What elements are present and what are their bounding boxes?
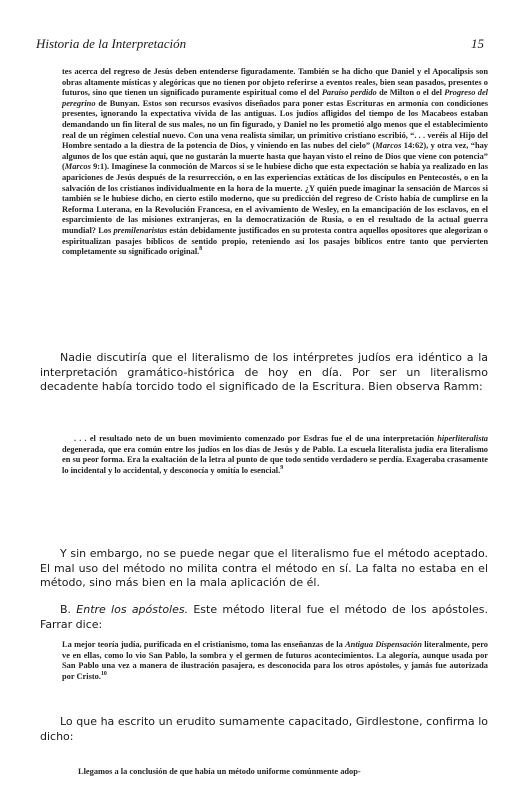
quote-italic-title: Paraíso perdido	[321, 88, 377, 98]
quote-italic-term: Antigua Dispensación	[345, 640, 422, 649]
quote-italic-title: Progreso del peregrino	[62, 88, 488, 108]
block-quote-start: Llegamos a la conclusión de que había un método uniforme comúnmente adop-	[78, 767, 361, 776]
quote-citation-book: Marcos	[375, 141, 402, 151]
quote-text: . . . el resultado neto de un buen movimiento comenzado por Esdras fue el de una interpretación	[74, 434, 438, 443]
quote-italic-term: hiperliteralista	[437, 434, 488, 443]
footnote-ref: 9	[280, 464, 284, 471]
quote-text: 9:1). Imagínese la conmoción de Marcos si se le hubiese dicho que esta expectación se había ya realizado en las apariciones de Jesús después de la resurrección, o en las experiencias extáticas de los discípulos en Pentecostés, o en la salvación de los cristianos individualmente en la hora de la muerte. ¿Y quién puede imaginar la sensación de Marcos si también se le hubiese dicho, en cierto estilo moderno, que su predicción del regreso de Cristo había de cumplirse en la Reforma Luterana, en la Revolución Francesa, en el avivamiento de Wesley, en la emancipación de los esclavos, en el esparcimiento de las misiones extranjeras, en la democratización de Rusia, o en el resultado de la actual guerra mundial? Los	[62, 162, 488, 235]
quote-citation-book: Marcos	[64, 162, 91, 172]
quote-text: de Milton o el del	[376, 88, 445, 98]
footnote-ref: 10	[100, 670, 107, 677]
section-paragraph	[40, 603, 488, 632]
quote-text: literalmente, pero ve en ellas, como lo vio San Pablo, la sombra y el germen de futuros acontecimientos. La alegoría, aunque usada por San Pablo una vez a manera de ilustración pasajera, es desconocida para los otros apóstoles, y jamás fue autorizada por Cristo.	[62, 640, 488, 681]
quote-text: degenerada, que era común entre los judíos en los días de Jesús y de Pablo. La escuela literalista judía era literalismo en su peor forma. Era la exaltación de la letra al punto de que todo sentido verdadero se perdía. Exageraba crasamente lo incidental y lo accidental, y desconocía y omitía lo esencial.	[62, 444, 488, 475]
body-paragraph: Lo que ha escrito un erudito sumamente capacitado, Girdlestone, confirma lo dicho:	[40, 715, 488, 743]
footnote-ref: 8	[199, 246, 203, 253]
running-header	[36, 36, 484, 56]
block-quote	[62, 640, 488, 682]
section-heading: Entre los apóstoles.	[76, 603, 189, 616]
quote-text: están debidamente justificados en su protesta contra aquellos opositores que alegorizan o espiritualizan pasajes bíblicos de sentido propio, reteniendo así los pasajes bíblicos entre tanto que pervierten completamente su significado original.	[62, 225, 488, 257]
block-quote	[62, 434, 488, 476]
quote-text: tes acerca del regreso de Jesús deben entenderse figuradamente. También se ha dicho que Daniel y el Apocalipsis son obras altamente místicas y alegóricas que no tienen por objeto referirse a eventos reales, bien sean pasados, presentes o futuros, sino que tienen un significado puramente espiritual como el del	[62, 67, 488, 98]
quote-text: de Bunyan. Estos son recursos evasivos diseñados para poner estas Escrituras en armonía con condiciones presentes, ignorando la expectativa vívida de las antiguas. Los judíos afligidos del tiempo de los Macabeos estaban demandando un fin literal de sus males, no un fin figurado, y Daniel no les prometió algo menos que el establecimiento real de un régimen celestial nuevo. Con una vena realista similar, un primitivo cristiano escribió, “. . . veréis al Hijo del Hombre sentado a la diestra de la potencia de Dios, y viniendo en las nubes del cielo” (	[62, 98, 488, 151]
quote-italic-term: premilenaristas	[113, 225, 167, 235]
running-title: Historia de la Interpretación	[36, 36, 187, 51]
quote-text: 14:62), y otra vez, “hay algunos de los que están aquí, que no gustarán la muerte hasta que hayan visto el reino de Dios que viene con potencia” (	[62, 141, 488, 172]
body-paragraph: Y sin embargo, no se puede negar que el literalismo fue el método aceptado. El mal uso del método no milita contra el método en sí. La falta no estaba en el método, sino más bien en la mala aplicación de él.	[40, 547, 488, 590]
page-number: 15	[471, 36, 484, 51]
block-quote-continued	[62, 67, 488, 258]
body-paragraph: Nadie discutiría que el literalismo de los intérpretes judíos era idéntico a la interpretación gramático-histórica de hoy en día. Por ser un literalismo decadente había torcido todo el significado de la Escritura. Bien observa Ramm:	[40, 351, 488, 394]
quote-text: La mejor teoría judía, purificada en el cristianismo, toma las enseñanzas de la	[62, 640, 346, 649]
section-label: B.	[60, 603, 72, 616]
paragraph-text: Este método literal fue el método de los apóstoles. Farrar dice:	[40, 603, 489, 631]
